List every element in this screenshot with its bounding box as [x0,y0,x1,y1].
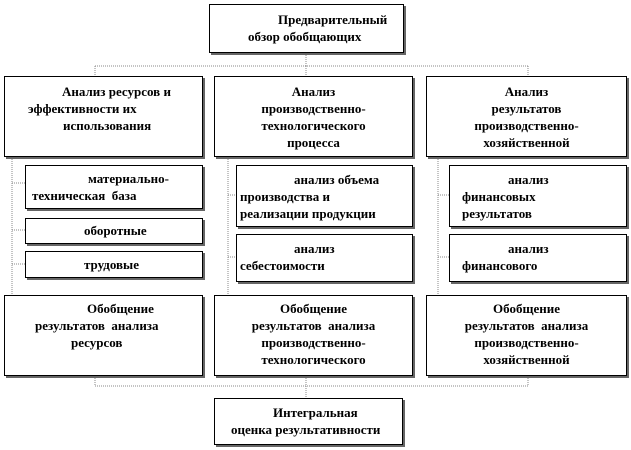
item-material-base-box [25,165,203,209]
item-financial-results-line1: анализ [508,172,549,187]
summary-production-line3: производственно- [261,335,366,350]
summary-results-line2: результатов анализа [464,318,589,333]
item-material-base-line2: техническая база [32,188,137,203]
item-financial-results-line2: финансовых [462,189,536,204]
item-financial-state-line2: финансового [462,258,538,273]
header-resources-line3: использования [63,118,152,133]
summary-production-line1: Обобщение [280,301,347,316]
item-production-volume-box [236,165,413,227]
header-results-line1: Анализ [504,84,549,99]
header-production-box [214,76,413,157]
summary-results-line3: производственно- [474,335,579,350]
item-production-volume-line1: анализ объема [294,172,380,187]
header-results-line4: хозяйственной [483,135,570,150]
item-production-volume-line3: реализации продукции [240,206,376,221]
item-current-assets-box [25,218,203,244]
summary-production-line4: технологического [261,352,366,367]
item-production-volume-line2: производства и [240,189,330,204]
integral-assessment-box [214,398,403,445]
preliminary-review-line1: Предварительный [278,12,388,27]
item-financial-state-line1: анализ [508,241,549,256]
header-production-line1: Анализ [291,84,336,99]
summary-results-box [426,295,627,376]
item-current-assets-label: оборотные [84,223,147,238]
summary-resources-line3: ресурсов [71,335,123,350]
item-labor-label: трудовые [84,257,139,272]
summary-production-line2: результатов анализа [251,318,376,333]
summary-resources-line2: результатов анализа [35,318,159,333]
header-production-line2: производственно- [261,101,366,116]
summary-resources-line1: Обобщение [87,301,154,316]
header-production-line4: процесса [287,135,340,150]
item-financial-results-box [449,165,627,227]
item-financial-results-line3: результатов [462,206,532,221]
item-labor-box [25,251,203,278]
header-results-line2: результатов [491,101,562,116]
header-results-box [426,76,627,157]
summary-results-line4: хозяйственной [483,352,570,367]
header-resources-box [4,76,203,157]
summary-production-box [214,295,413,376]
summary-resources-box [4,295,203,376]
item-cost-box [236,234,413,282]
preliminary-review-box [209,4,404,53]
header-resources-line1: Анализ ресурсов и [62,84,171,99]
header-production-line3: технологического [261,118,366,133]
integral-assessment-line1: Интегральная [273,405,358,420]
summary-results-line1: Обобщение [493,301,560,316]
item-cost-line1: анализ [294,241,335,256]
item-financial-state-box [449,234,627,282]
item-material-base-line1: материально- [88,171,169,186]
item-cost-line2: себестоимости [240,258,325,273]
header-results-line3: производственно- [474,118,579,133]
integral-assessment-line2: оценка результативности [231,422,381,437]
header-resources-line2: эффективности их [28,101,137,116]
preliminary-review-line2: обзор обобщающих [248,29,362,44]
